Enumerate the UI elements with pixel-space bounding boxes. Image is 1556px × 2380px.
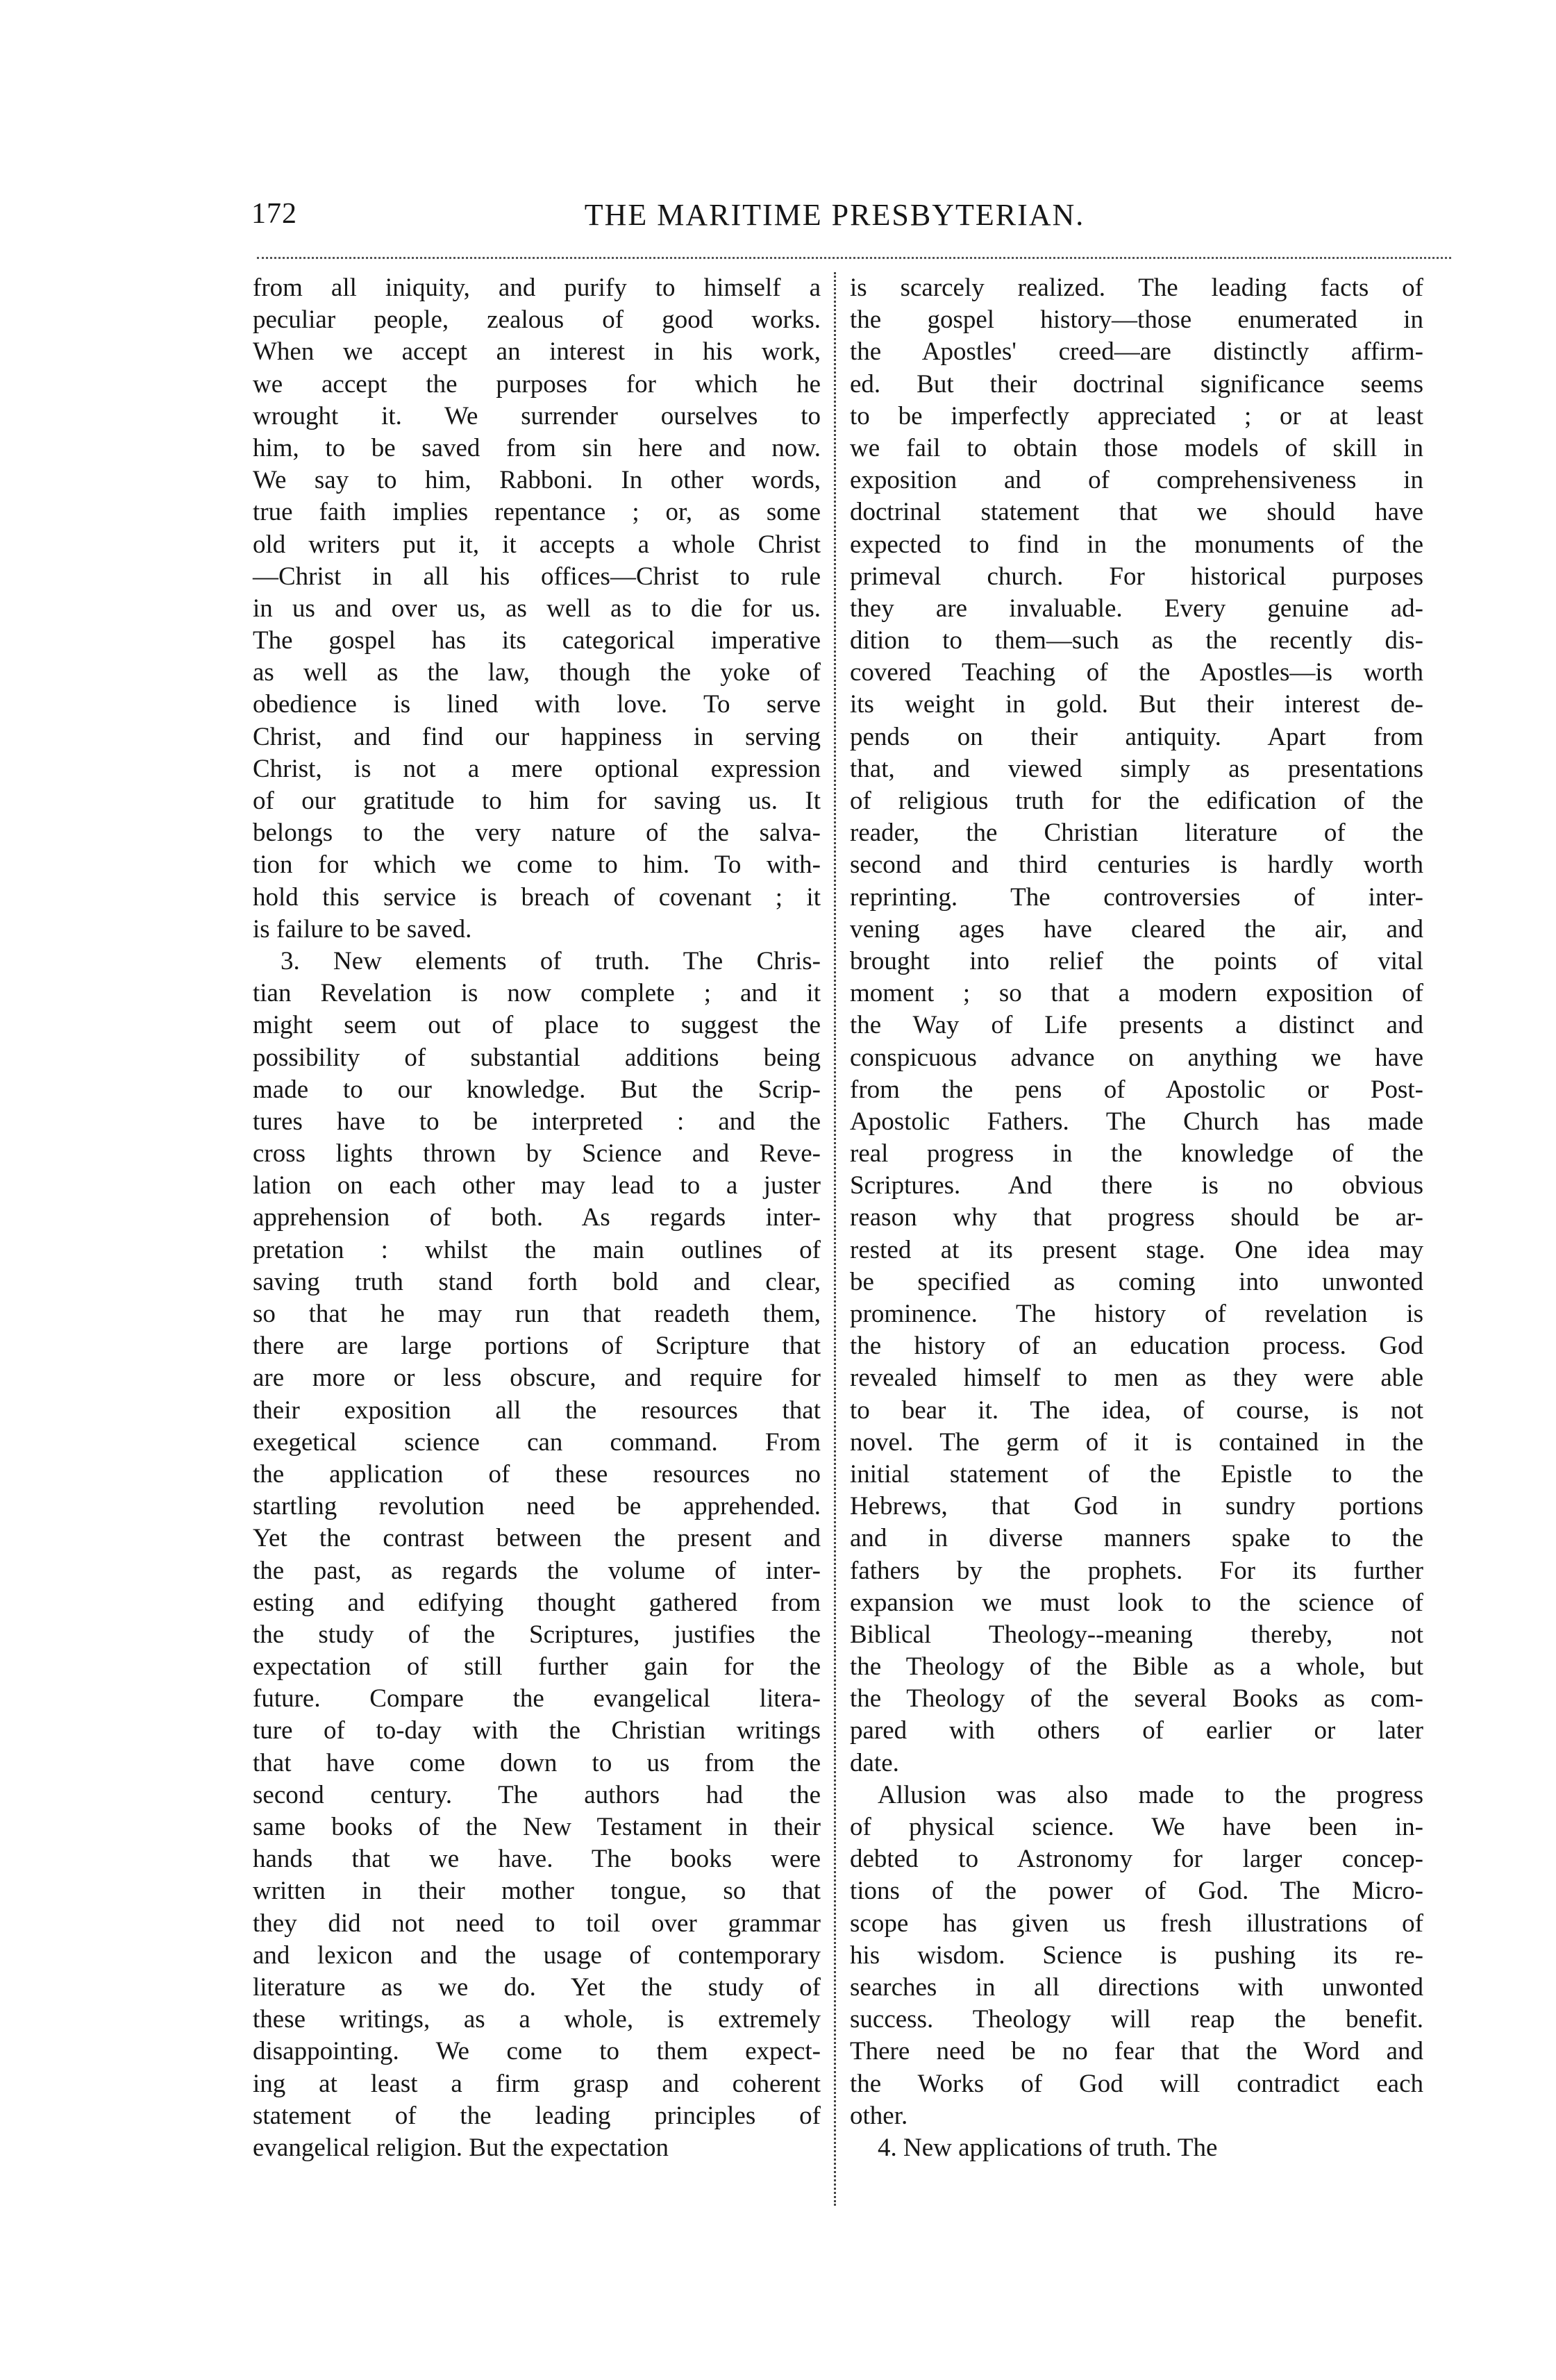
text-line: the study of the Scriptures, justifies the <box>253 1620 821 1649</box>
text-line: are more or less obscure, and require for <box>253 1364 821 1393</box>
text-line: revealed himself to men as they were able <box>850 1364 1423 1393</box>
text-line: The gospel has its categorical imperative <box>253 626 821 655</box>
text-line: the application of these resources no <box>253 1459 821 1489</box>
text-line: from all iniquity, and purify to himself a <box>253 274 821 302</box>
page-number: 172 <box>251 198 297 230</box>
text-line: apprehension of both. As regards inter- <box>253 1203 821 1232</box>
text-line: him, to be saved from sin here and now. <box>253 433 821 462</box>
text-line: prominence. The history of revelation is <box>850 1300 1423 1328</box>
text-line: 3. New elements of truth. The Chris- <box>281 946 821 975</box>
text-line: Allusion was also made to the progress <box>878 1780 1423 1809</box>
text-line: peculiar people, zealous of good works. <box>253 305 821 335</box>
text-line: the past, as regards the volume of inter- <box>253 1556 821 1585</box>
text-line: they are invaluable. Every genuine ad- <box>850 594 1423 623</box>
text-line: they did not need to toil over grammar <box>253 1909 821 1938</box>
text-line: that have come down to us from the <box>253 1748 821 1777</box>
text-line: ture of to-day with the Christian writings <box>253 1716 821 1745</box>
text-line: pretation : whilst the main outlines of <box>253 1235 821 1264</box>
text-line: rested at its present stage. One idea may <box>850 1235 1423 1264</box>
text-line: primeval church. For historical purposes <box>850 562 1423 591</box>
text-line: tions of the power of God. The Micro- <box>850 1877 1423 1906</box>
text-line: fathers by the prophets. For its further <box>850 1556 1423 1585</box>
text-line: the history of an education process. God <box>850 1332 1423 1361</box>
text-line: exegetical science can command. From <box>253 1427 821 1457</box>
text-line: hold this service is breach of covenant ; it <box>253 882 821 912</box>
text-line: real progress in the knowledge of the <box>850 1139 1423 1168</box>
text-line: disappointing. We come to them expect- <box>253 2037 821 2066</box>
text-line: the Works of God will contradict each <box>850 2069 1423 2098</box>
text-line: conspicuous advance on anything we have <box>850 1043 1423 1072</box>
text-line: esting and edifying thought gathered from <box>253 1588 821 1617</box>
running-title: THE MARITIME PRESBYTERIAN. <box>584 198 1085 232</box>
text-line: saving truth stand forth bold and clear, <box>253 1267 821 1296</box>
text-line: their exposition all the resources that <box>253 1396 821 1425</box>
text-line: doctrinal statement that we should have <box>850 498 1423 527</box>
text-line: other. <box>850 2101 908 2130</box>
text-line: —Christ in all his offices—Christ to rule <box>253 562 821 591</box>
text-line: belongs to the very nature of the salva- <box>253 819 821 848</box>
text-line: second century. The authors had the <box>253 1780 821 1809</box>
text-line: Apostolic Fathers. The Church has made <box>850 1107 1423 1136</box>
text-line: exposition and of comprehensiveness in <box>850 466 1423 495</box>
text-line: there are large portions of Scripture that <box>253 1332 821 1361</box>
text-line: statement of the leading principles of <box>253 2101 821 2130</box>
text-line: pends on their antiquity. Apart from <box>850 722 1423 751</box>
text-line: of physical science. We have been in- <box>850 1813 1423 1841</box>
text-line: the Apostles' creed—are distinctly affirm- <box>850 337 1423 367</box>
text-line: expected to find in the monuments of the <box>850 530 1423 559</box>
text-line: possibility of substantial additions being <box>253 1043 821 1072</box>
text-line: future. Compare the evangelical litera- <box>253 1684 821 1713</box>
text-line: Biblical Theology--meaning thereby, not <box>850 1620 1423 1649</box>
text-line: tures have to be interpreted : and the <box>253 1107 821 1136</box>
text-line: expansion we must look to the science of <box>850 1588 1423 1617</box>
text-line: When we accept an interest in his work, <box>253 337 821 367</box>
text-line: be specified as coming into unwonted <box>850 1267 1423 1296</box>
text-line: scope has given us fresh illustrations of <box>850 1909 1423 1938</box>
text-line: these writings, as a whole, is extremely <box>253 2005 821 2034</box>
text-line: vening ages have cleared the air, and <box>850 914 1423 944</box>
text-line: We say to him, Rabboni. In other words, <box>253 466 821 495</box>
text-line: reason why that progress should be ar- <box>850 1203 1423 1232</box>
text-line: novel. The germ of it is contained in the <box>850 1427 1423 1457</box>
text-line: Yet the contrast between the present and <box>253 1524 821 1553</box>
text-line: brought into relief the points of vital <box>850 946 1423 975</box>
header-rule <box>257 257 1451 259</box>
text-line: pared with others of earlier or later <box>850 1716 1423 1745</box>
text-line: from the pens of Apostolic or Post- <box>850 1075 1423 1104</box>
text-line: Hebrews, that God in sundry portions <box>850 1492 1423 1521</box>
text-line: we fail to obtain those models of skill in <box>850 433 1423 462</box>
text-line: old writers put it, it accepts a whole Christ <box>253 530 821 559</box>
text-line: the Theology of the several Books as com- <box>850 1684 1423 1713</box>
text-line: of religious truth for the edification of the <box>850 787 1423 815</box>
text-line: ed. But their doctrinal significance seems <box>850 369 1423 399</box>
text-line: to be imperfectly appreciated ; or at least <box>850 401 1423 430</box>
text-line: the Way of Life presents a distinct and <box>850 1011 1423 1040</box>
text-line: and lexicon and the usage of contemporary <box>253 1941 821 1970</box>
right-column <box>850 272 1423 2216</box>
text-line: hands that we have. The books were <box>253 1845 821 1874</box>
text-line: and in diverse manners spake to the <box>850 1524 1423 1553</box>
text-line: cross lights thrown by Science and Reve- <box>253 1139 821 1168</box>
text-line: tian Revelation is now complete ; and it <box>253 979 821 1008</box>
text-line: Scriptures. And there is no obvious <box>850 1171 1423 1200</box>
text-line: is failure to be saved. <box>253 914 472 944</box>
text-line: literature as we do. Yet the study of <box>253 1972 821 2002</box>
text-line: evangelical religion. But the expectation <box>253 2133 669 2162</box>
text-line: dition to them—such as the recently dis- <box>850 626 1423 655</box>
text-line: wrought it. We surrender ourselves to <box>253 401 821 430</box>
text-line: to bear it. The idea, of course, is not <box>850 1396 1423 1425</box>
text-line: his wisdom. Science is pushing its re- <box>850 1941 1423 1970</box>
text-line: searches in all directions with unwonted <box>850 1972 1423 2002</box>
text-line: 4. New applications of truth. The <box>878 2133 1218 2162</box>
text-line: startling revolution need be apprehended. <box>253 1492 821 1521</box>
text-line: written in their mother tongue, so that <box>253 1877 821 1906</box>
text-line: so that he may run that readeth them, <box>253 1300 821 1328</box>
left-column <box>253 272 821 2216</box>
column-divider <box>834 272 836 2206</box>
text-line: that, and viewed simply as presentations <box>850 754 1423 783</box>
text-line: in us and over us, as well as to die for us. <box>253 594 821 623</box>
text-line: the gospel history—those enumerated in <box>850 305 1423 335</box>
text-line: is scarcely realized. The leading facts of <box>850 274 1423 302</box>
text-line: same books of the New Testament in their <box>253 1813 821 1841</box>
text-line: as well as the law, though the yoke of <box>253 658 821 687</box>
text-line: ing at least a firm grasp and coherent <box>253 2069 821 2098</box>
text-line: made to our knowledge. But the Scrip- <box>253 1075 821 1104</box>
text-line: There need be no fear that the Word and <box>850 2037 1423 2066</box>
text-line: might seem out of place to suggest the <box>253 1011 821 1040</box>
page-header <box>251 197 1437 239</box>
text-line: lation on each other may lead to a juster <box>253 1171 821 1200</box>
text-line: expectation of still further gain for the <box>253 1652 821 1682</box>
text-line: true faith implies repentance ; or, as some <box>253 498 821 527</box>
text-line: covered Teaching of the Apostles—is worth <box>850 658 1423 687</box>
text-line: of our gratitude to him for saving us. It <box>253 787 821 815</box>
text-line: moment ; so that a modern exposition of <box>850 979 1423 1008</box>
text-line: Christ, is not a mere optional expression <box>253 754 821 783</box>
text-line: tion for which we come to him. To with- <box>253 850 821 880</box>
text-line: success. Theology will reap the benefit. <box>850 2005 1423 2034</box>
text-line: debted to Astronomy for larger concep- <box>850 1845 1423 1874</box>
text-line: we accept the purposes for which he <box>253 369 821 399</box>
text-line: the Theology of the Bible as a whole, but <box>850 1652 1423 1682</box>
text-line: reader, the Christian literature of the <box>850 819 1423 848</box>
text-line: its weight in gold. But their interest de- <box>850 690 1423 719</box>
text-line: reprinting. The controversies of inter- <box>850 882 1423 912</box>
text-line: obedience is lined with love. To serve <box>253 690 821 719</box>
text-line: date. <box>850 1748 899 1777</box>
text-line: second and third centuries is hardly worth <box>850 850 1423 880</box>
text-line: Christ, and find our happiness in serving <box>253 722 821 751</box>
text-line: initial statement of the Epistle to the <box>850 1459 1423 1489</box>
